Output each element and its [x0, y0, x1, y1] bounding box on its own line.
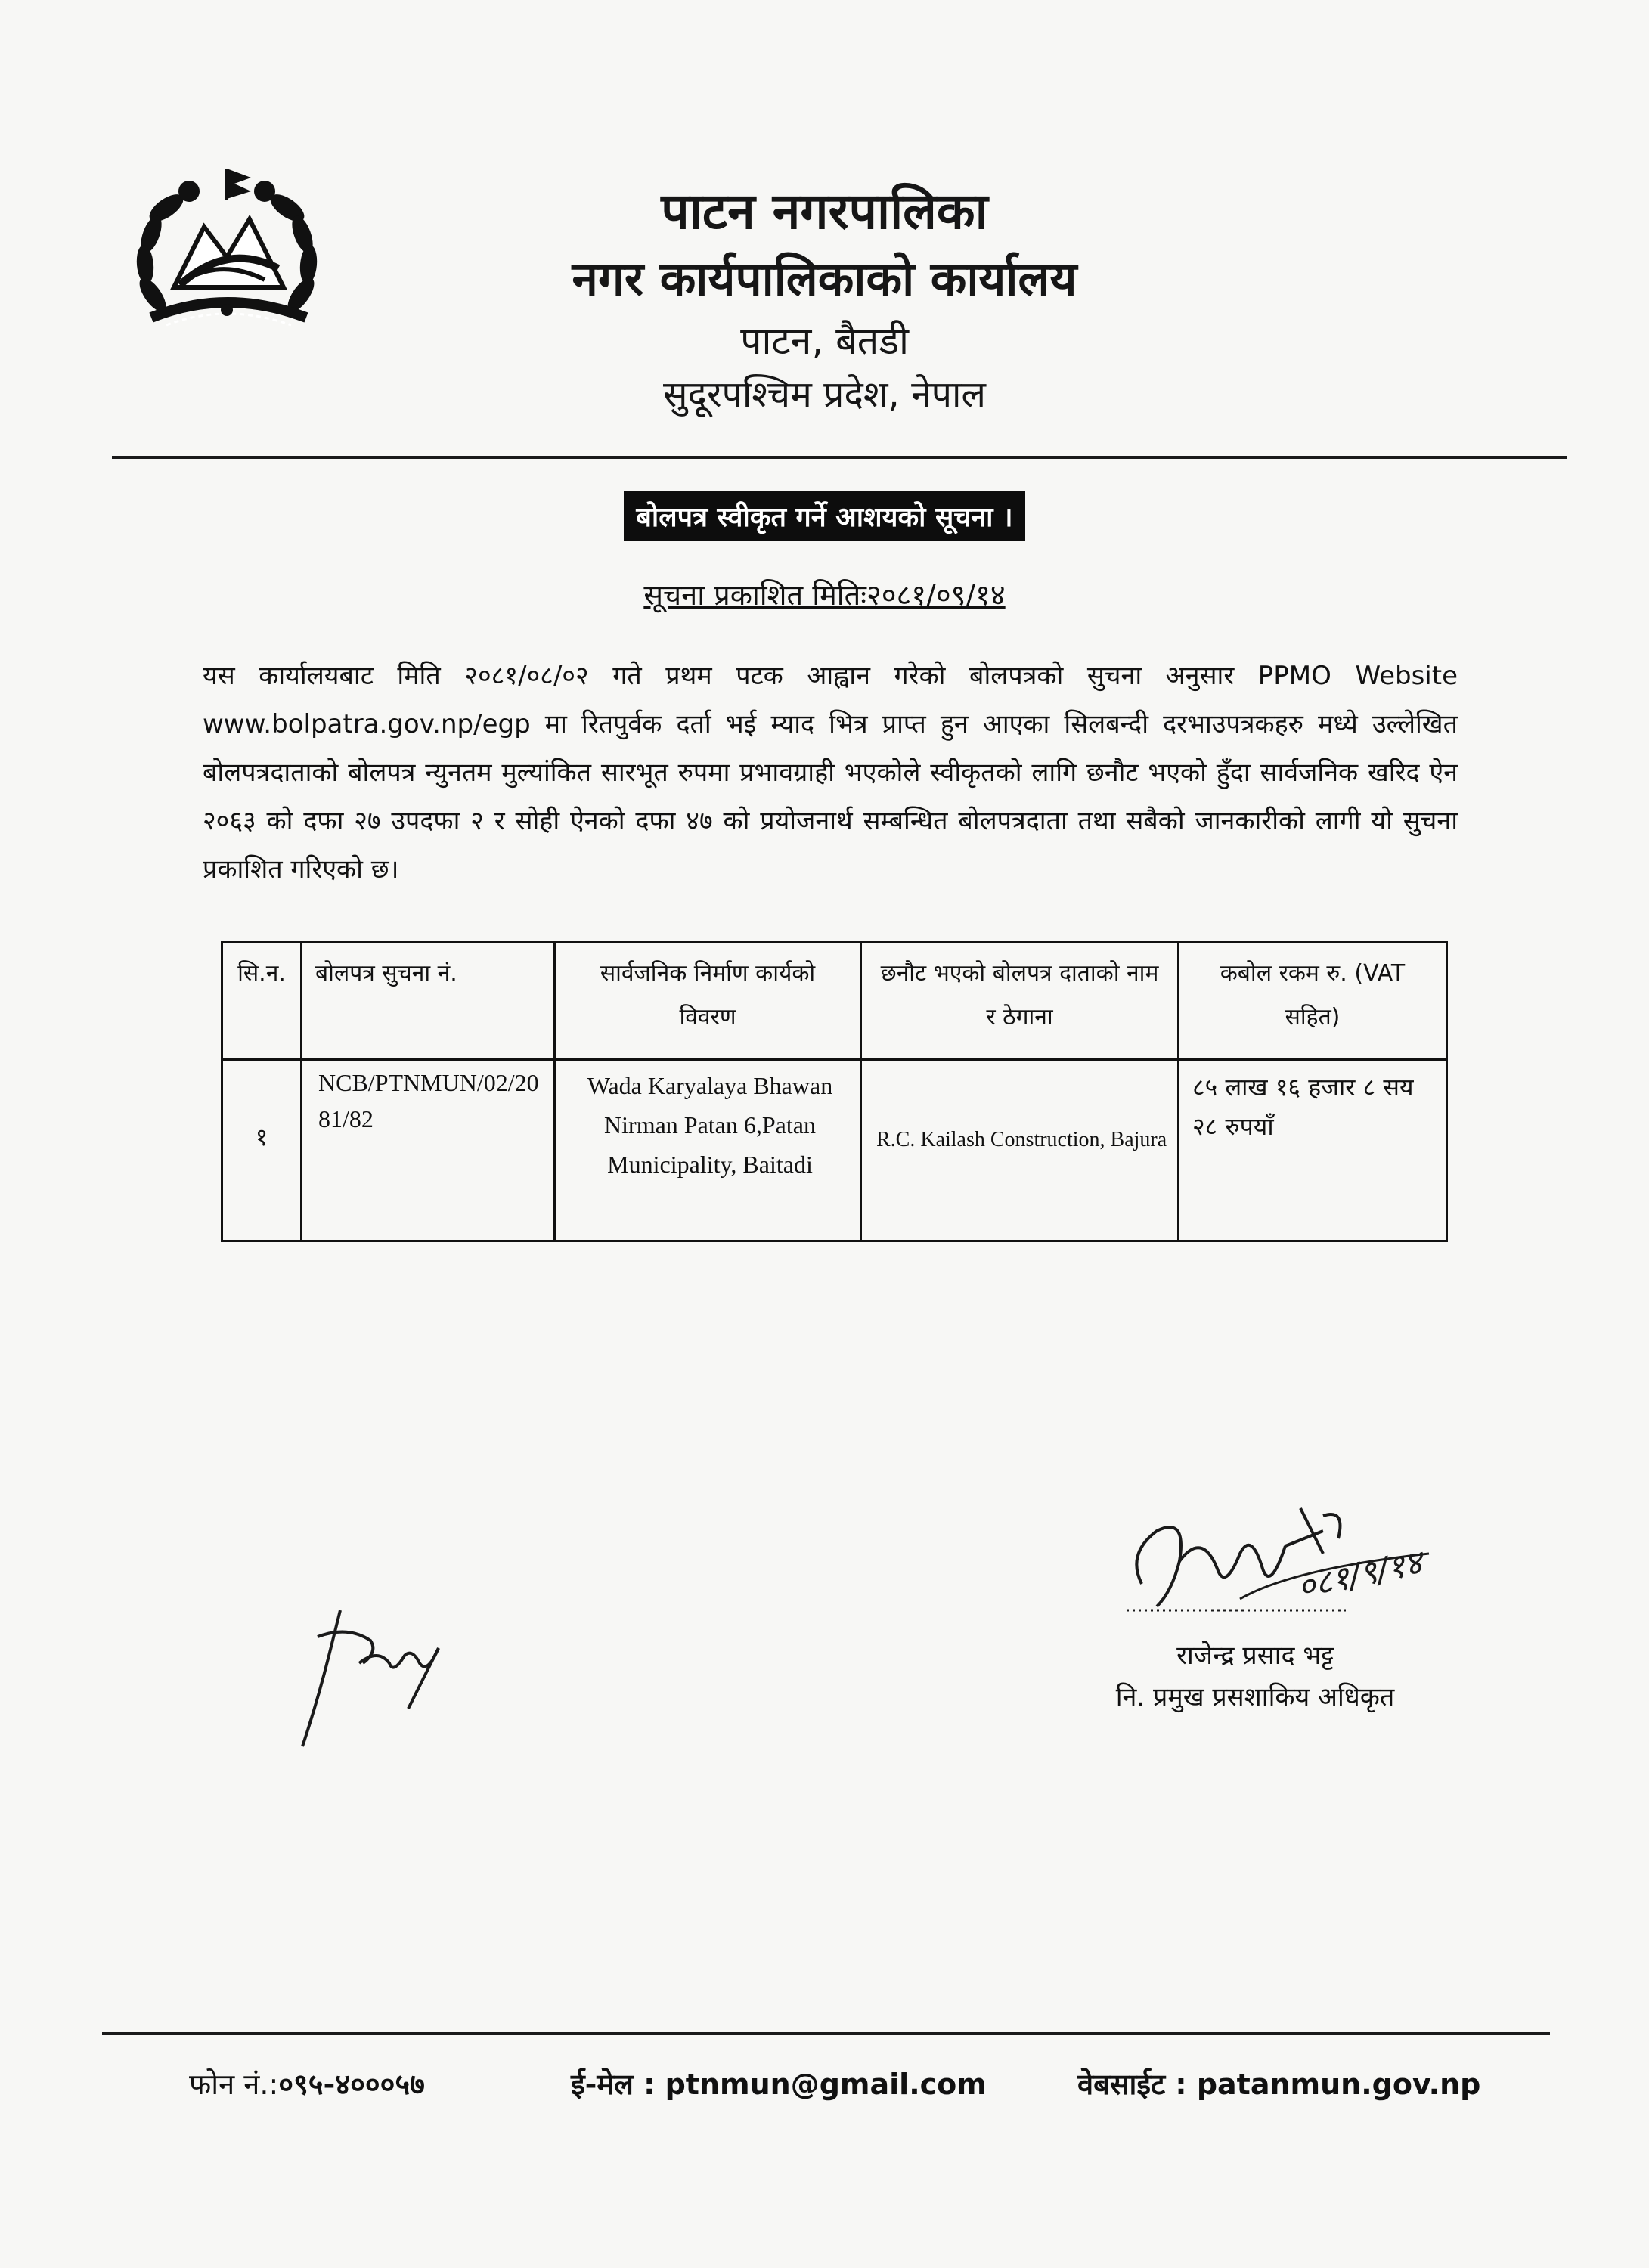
table-header-row — [222, 943, 1447, 1060]
cell-bidder: R.C. Kailash Construction, Bajura — [861, 1060, 1179, 1241]
cell-amount: ८५ लाख १६ हजार ८ सय २८ रुपयाँ — [1179, 1060, 1447, 1241]
signatory-designation: नि. प्रमुख प्रसशाकिय अधिकृत — [1115, 1682, 1395, 1712]
cell-sn: १ — [222, 1060, 302, 1241]
svg-text:०८१/९/१४: ०८१/९/१४ — [1294, 1543, 1426, 1607]
email-label: ई-मेल : — [571, 2068, 656, 2101]
header-sn: सि.न. — [222, 943, 302, 1060]
website-link[interactable]: patanmun.gov.np — [1196, 2068, 1481, 2101]
phone-label: फोन नं.: — [189, 2068, 279, 2101]
cell-work: Wada Karyalaya Bhawan Nirman Patan 6,Patan Municipality, Baitadi — [555, 1060, 861, 1241]
table-row — [222, 1060, 1447, 1241]
header-divider — [112, 456, 1567, 459]
footer-email — [571, 2064, 987, 2103]
cell-notice-no: NCB/PTNMUN/02/2081/82 — [302, 1060, 555, 1241]
notice-body: यस कार्यालयबाट मिति २०८१/०८/०२ गते प्रथम पटक आह्वान गरेको बोलपत्रको सुचना अनुसार PPMO Website www.bolpatra.gov.np/egp मा रितपुर्वक दर्ता भई म्याद भित्र प्राप्त हुन आएका सिलबन्दी दरभाउपत्रकहरु मध्ये उल्लेखित बोलपत्रदाताको बोलपत्र न्युनतम मुल्यांकित सारभूत रुपमा प्रभावग्राही भएकोले स्वीकृतको लागि छनौट भएको हुँदा सार्वजनिक खरिद ऐन २०६३ को दफा २७ उपदफा २ र सोही ऐनको दफा ४७ को प्रयोजनार्थ सम्बन्धित बोलपत्रदाता तथा सबैको जानकारीको लागी यो सुचना प्रकाशित गरिएको छ। — [203, 661, 1458, 885]
signatory-name: राजेन्द्र प्रसाद भट्ट — [1176, 1641, 1334, 1671]
header-bidder: छनौट भएको बोलपत्र दाताको नाम र ठेगाना — [861, 943, 1179, 1060]
notice-title: बोलपत्र स्वीकृत गर्ने आशयको सूचना । — [624, 491, 1024, 541]
bid-table — [221, 941, 1448, 1242]
officer-signature — [1096, 1486, 1459, 1637]
header-work: सार्वजनिक निर्माण कार्यको विवरण — [555, 943, 861, 1060]
office-name: नगर कार्यपालिकाको कार्यालय — [572, 251, 1077, 306]
notice-title-wrap — [0, 491, 1649, 541]
initials-signature — [287, 1595, 469, 1761]
email-link[interactable]: ptnmun@gmail.com — [665, 2068, 987, 2101]
header-amount: कबोल रकम रु. (VAT सहित) — [1179, 943, 1447, 1060]
province-country: सुदूरपश्चिम प्रदेश, नेपाल — [663, 373, 986, 416]
office-location: पाटन, बैतडी — [740, 319, 909, 363]
header-notice-no: बोलपत्र सुचना नं. — [302, 943, 555, 1060]
footer-divider — [102, 2032, 1550, 2035]
website-label: वेबसाईट : — [1077, 2068, 1187, 2101]
published-date: सूचना प्रकाशित मितिः२०८१/०९/१४ — [643, 578, 1006, 612]
footer-phone — [189, 2064, 425, 2103]
phone-value: ०९५-४०००५७ — [278, 2068, 425, 2101]
footer-website — [1077, 2064, 1480, 2103]
municipality-name: पाटन नगरपालिका — [661, 182, 988, 240]
